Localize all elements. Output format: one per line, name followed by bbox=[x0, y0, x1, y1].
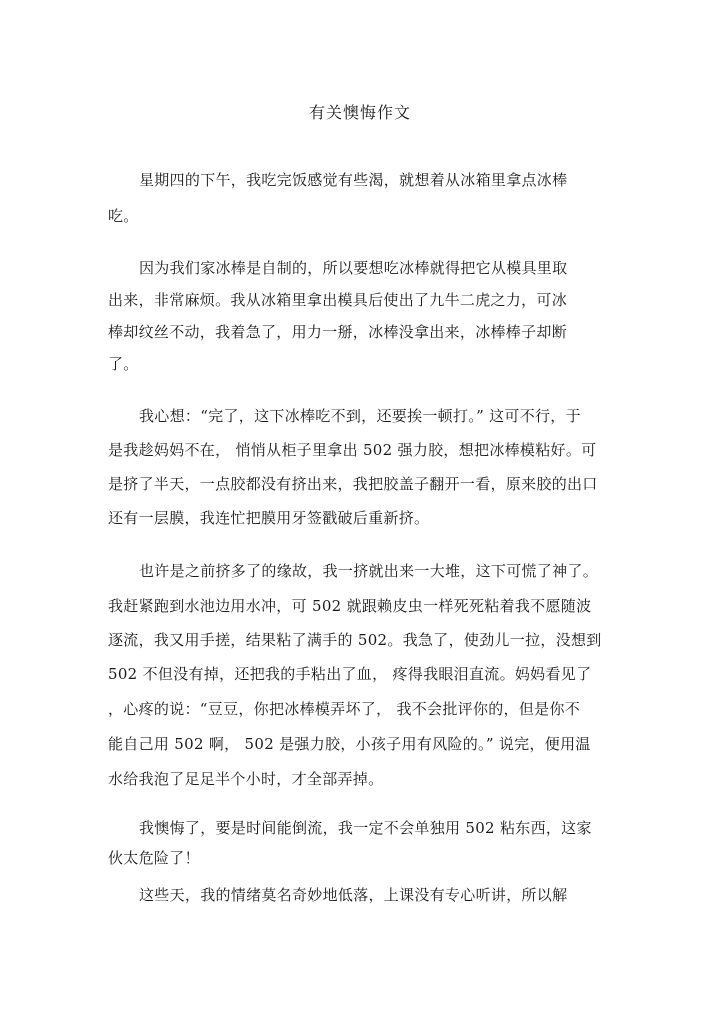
paragraph-4-line-5: ，心疼的说：“豆豆，你把冰棒模弄坏了， 我不会批评你的，但是你不 bbox=[108, 700, 581, 718]
document-title: 有关懊悔作文 bbox=[308, 103, 411, 122]
paragraph-4-line-1: 也许是之前挤多了的缘故，我一挤就出来一大堆，这下可慌了神了。 bbox=[139, 562, 599, 580]
paragraph-4-line-7: 水给我泡了足足半个小时，才全部弄掉。 bbox=[108, 770, 384, 788]
paragraph-3-line-3: 是挤了半天，一点胶都没有挤出来，我把胶盖子翻开一看，原来胶的出口 bbox=[108, 475, 598, 493]
paragraph-1-line-2: 吃。 bbox=[108, 207, 139, 225]
paragraph-6-line-1: 这些天，我的情绪莫名奇妙地低落，上课没有专心听讲，所以解 bbox=[139, 886, 568, 904]
paragraph-3-line-4: 还有一层膜，我连忙把膜用牙签戳破后重新挤。 bbox=[108, 509, 430, 527]
paragraph-5-line-1: 我懊悔了，要是时间能倒流，我一定不会单独用 502 粘东西，这家 bbox=[139, 819, 592, 837]
paragraph-2-line-4: 了。 bbox=[108, 355, 139, 373]
paragraph-4-line-6: 能自己用 502 啊， 502 是强力胶，小孩子用有风险的。” 说完，便用温 bbox=[108, 735, 591, 753]
paragraph-5-line-2: 伙太危险了！ bbox=[108, 849, 200, 867]
paragraph-2-line-1: 因为我们家冰棒是自制的，所以要想吃冰棒就得把它从模具里取 bbox=[139, 259, 568, 277]
paragraph-2-line-3: 棒却纹丝不动，我着急了，用力一掰，冰棒没拿出来，冰棒棒子却断 bbox=[108, 323, 568, 341]
paragraph-3-line-1: 我心想：“完了，这下冰棒吃不到，还要挨一顿打。” 这可不行，于 bbox=[139, 407, 581, 425]
paragraph-4-line-4: 502 不但没有掉，还把我的手粘出了血， 疼得我眼泪直流。妈妈看见了 bbox=[108, 665, 592, 683]
paragraph-4-line-3: 逐流，我又用手搓，结果粘了满手的 502。我急了，使劲儿一拉，没想到 bbox=[108, 631, 602, 649]
paragraph-4-line-2: 我赶紧跑到水池边用水冲，可 502 就跟赖皮虫一样死死粘着我不愿随波 bbox=[108, 597, 592, 615]
paragraph-3-line-2: 是我趁妈妈不在， 悄悄从柜子里拿出 502 强力胶，想把冰棒模粘好。可 bbox=[108, 441, 597, 459]
paragraph-2-line-2: 出来，非常麻烦。我从冰箱里拿出模具后使出了九牛二虎之力，可冰 bbox=[108, 291, 568, 309]
paragraph-1-line-1: 星期四的下午，我吃完饭感觉有些渴，就想着从冰箱里拿点冰棒 bbox=[139, 171, 568, 189]
